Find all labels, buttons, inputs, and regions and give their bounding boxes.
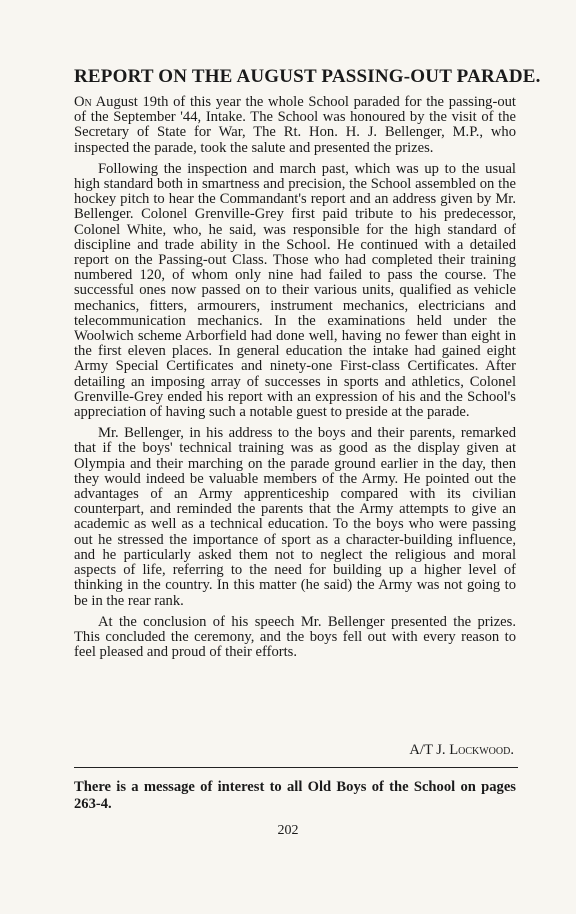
- paragraph-1: [74, 95, 516, 156]
- author-signature: [409, 742, 514, 759]
- signature-name: Lockwood.: [449, 742, 514, 758]
- paragraph-4: At the conclusion of his speech Mr. Bellenger presented the prizes. This concluded the ceremony, and the boys fell out with every reason to feel pleased and proud of their efforts.: [74, 613, 516, 661]
- paragraph-1-text: August 19th of this year the whole School paraded for the passing-out of the September '44, Intake. The School was honoured by the visit of the Secretary of State for War, The Rt. Hon. H. J. Bellenger, M.P., who inspected the parade, took the salute and presented the prizes.: [74, 94, 516, 156]
- paragraph-lead-word: On: [74, 94, 92, 110]
- article-body: [74, 95, 516, 666]
- page-number: 202: [277, 823, 299, 838]
- divider-rule: [74, 767, 518, 768]
- article-title: REPORT ON THE AUGUST PASSING-OUT PARADE.: [74, 66, 541, 87]
- paragraph-2: Following the inspection and march past, which was up to the usual high standard both in smartness and precision, the School assembled on the hockey pitch to hear the Commandant's report and an address given by Mr. Bellenger. Colonel Grenville-Grey first paid tribute to his predecessor, Colonel White, who, he said, was responsible for the high standard of discipline and trade ability in the School. He continued with a detailed report on the Passing-out Class. Those who had completed their training numbered 120, of whom only nine had failed to pass the course. The successful ones now passed on to their various units, qualified as vehicle mechanics, fitters, armourers, instrument mechanics, electricians and telecommunication mechanics. In the examinations held under the Woolwich scheme Arborfield had done well, having no fewer than eight in the first eleven places. In general education the intake had gained eight Army Special Certificates and ninety-one First-class Certificates. After detailing an imposing array of successes in sports and athletics, Colonel Grenville-Grey ended his report with an expression of his and the School's appreciation of having such a notable guest to preside at the parade.: [74, 160, 516, 421]
- signature-prefix: A/T J.: [409, 742, 450, 758]
- paragraph-3: Mr. Bellenger, in his address to the boys and their parents, remarked that if the boys' technical training was as good as the display given at Olympia and their marching on the parade ground earlier in the day, then they would indeed be valuable members of the Army. He pointed out the advantages of an Army apprenticeship compared with its civilian counterpart, and reminded the parents that the Army attempts to give an academic as well as a technical education. To the boys who were passing out he stressed the importance of sport as a character-building influence, and he particularly asked them not to neglect the religious and moral aspects of life, referring to the need for building up a higher level of thinking in the country. In this matter (he said) the Army was not going to be in the rear rank.: [74, 425, 516, 609]
- old-boys-notice: There is a message of interest to all Old Boys of the School on pages 263-4.: [74, 779, 516, 812]
